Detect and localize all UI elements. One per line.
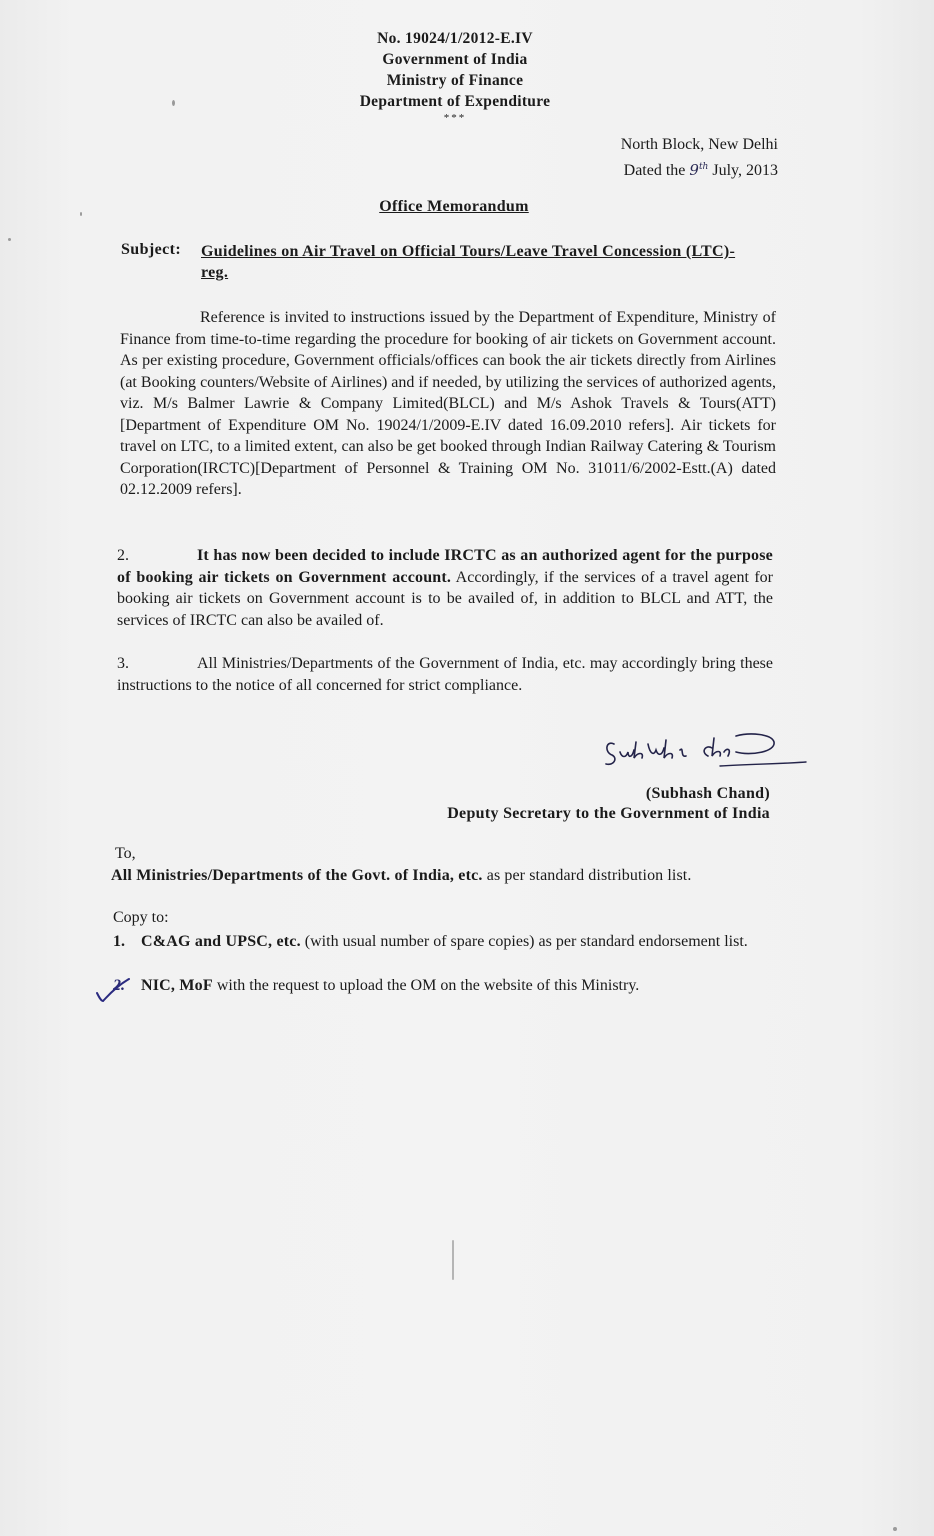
to-recipients-text: as per standard distribution list. [482, 867, 692, 884]
copy-to-item-number: 2. [113, 977, 125, 994]
month-year: July, 2013 [712, 162, 778, 179]
paragraph-2-text: Accordingly, if the services of a travel agent for booking air tickets on Government account is to be availed of, in addition to BLCL and ATT, the services of IRCTC can also be availed of. [117, 568, 773, 629]
checkmark-icon [95, 977, 133, 1005]
handwritten-day: 9th [689, 161, 709, 179]
letterhead [300, 28, 610, 124]
date-line [560, 156, 778, 182]
scan-speck [452, 1240, 454, 1280]
to-recipients-bold: All Ministries/Departments of the Govt. of India, etc. [111, 867, 483, 884]
scan-speck [8, 238, 11, 241]
to-recipients [111, 867, 791, 885]
copy-to-item-text: NIC, MoF with the request to upload the OM on the website of this Ministry. [141, 977, 640, 994]
copy-to-label: Copy to: [113, 909, 169, 926]
place: North Block, New Delhi [620, 136, 778, 153]
file-number: No. 19024/1/2012-E.IV [377, 30, 533, 47]
signatory-name: (Subhash Chand) [645, 785, 770, 802]
to-label: To, [115, 845, 136, 862]
place-date-block [560, 134, 778, 182]
paragraph-2 [117, 545, 773, 631]
department-name: Department of Expenditure [359, 93, 551, 110]
dated-prefix: Dated the [623, 162, 686, 179]
memo-title: Office Memorandum [379, 198, 529, 215]
paragraph-3-number: 3. [117, 655, 129, 672]
paragraph-3 [117, 653, 773, 696]
government-name: Government of India [382, 51, 528, 68]
subject-text: Guidelines on Air Travel on Official Tours/Leave Travel Concession (LTC)- reg. [201, 243, 736, 281]
copy-to-item-text: C&AG and UPSC, etc. (with usual number of spare copies) as per standard endorsement list. [141, 933, 748, 950]
scan-speck [893, 1527, 897, 1531]
subject-label: Subject: [121, 241, 182, 258]
signatory-designation: Deputy Secretary to the Government of India [447, 805, 770, 822]
paragraph-2-bold: It has now been decided to include IRCTC as an authorized agent for the purpose of booking air tickets on Government account. [117, 547, 773, 586]
paragraph-1-text: Reference is invited to instructions issued by the Department of Expenditure, Ministry of Finance from time-to-time regarding the procedure for booking of air tickets on Government account. As per existing procedure, Government officials/offices can book the air tickets directly from Airlines (at Booking counters/Website of Airlines) and if needed, by utilizing the services of authorized agents, viz. M/s Balmer Lawrie & Company Limited(BLCL) and M/s Ashok Travels & Tours(ATT)[Department of Expenditure OM No. 19024/1/2009-E.IV dated 16.09.2010 refers]. Air tickets for travel on LTC, to a limited extent, can also be get booked through Indian Railway Catering & Tourism Corporation(IRCTC)[Department of Personnel & Training OM No. 31011/6/2002-Estt.(A) dated 02.12.2009 refers]. [120, 309, 776, 498]
handwritten-signature [600, 722, 810, 774]
paragraph-2-number: 2. [117, 547, 129, 564]
scan-speck [80, 212, 82, 216]
paragraph-3-text: All Ministries/Departments of the Government of India, etc. may accordingly bring these instructions to the notice of all concerned for strict compliance. [117, 655, 773, 694]
copy-to-item-number: 1. [113, 933, 125, 950]
paragraph-1 [120, 307, 776, 501]
scan-speck [172, 100, 175, 106]
separator-stars: *** [443, 112, 467, 124]
ministry-name: Ministry of Finance [386, 72, 524, 89]
